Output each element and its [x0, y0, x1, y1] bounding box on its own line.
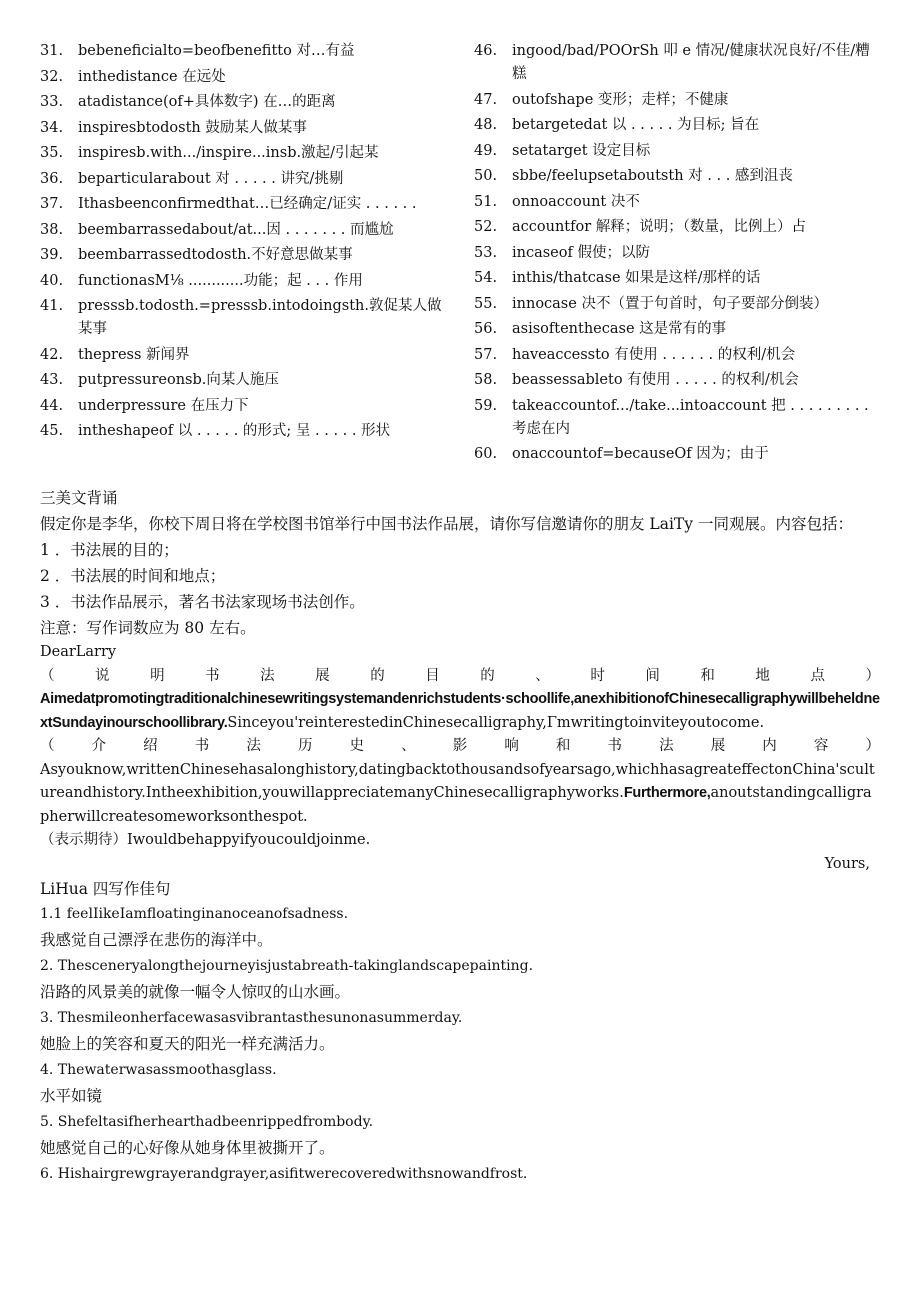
sentence-zh: 她脸上的笑容和夏天的阳光一样充满活力。	[40, 1035, 335, 1053]
phrase-item: 50. sbbe/feelupsetaboutsth 对 . . . 感到沮丧	[474, 168, 793, 184]
letter-paragraph-2	[40, 759, 880, 830]
history-sentence: Asyouknow,writtenChinesehasalonghistory,datingbacktothousandsofyearsago,whichhasagreateffectonChina'scultureandhistory.Intheexhibition,youwillappreciatemanyChinesecalligraphyworks.	[40, 761, 875, 801]
phrase-item: 31. bebeneficialto=beofbenefitto 对…有益	[40, 43, 355, 59]
sentence-en: 6. Hishairgrewgrayerandgrayer,asifitwerecoveredwithsnowandfrost.	[40, 1166, 528, 1182]
phrase-list-left	[40, 40, 450, 446]
phrase-item: 39. beembarrassedtodosth.不好意思做某事	[40, 247, 353, 263]
phrase-item: 34. inspiresbtodosth 鼓励某人做某事	[40, 119, 307, 136]
phrase-item: 60. onaccountof=becauseOf 因为；由于	[474, 446, 769, 462]
phrase-item: 55. innocase 决不（置于句首时，句子要部分倒装）	[474, 295, 828, 312]
sentence-en: 1.1 feelIikeIamfloatinginanoceanofsadness.	[40, 906, 349, 922]
phrase-item: 48. betargetedat 以 . . . . . 为目标; 旨在	[474, 117, 760, 133]
section3-title: 三美文背诵	[40, 489, 118, 507]
sentence-zh: 沿路的风景美的就像一幅令人惊叹的山水画。	[40, 983, 351, 1001]
phrase-item: 40. functionasM⅛ ............功能；起 . . . 作用	[40, 272, 363, 289]
onsite-sentence: anoutstandingcalligrapherwillcreatesomeworksonthespot.	[40, 785, 872, 825]
phrase-item: 54. inthis/thatcase 如果是这样/那样的话	[474, 270, 761, 286]
sentence-zh: 她感觉自己的心好像从她身体里被撕开了。	[40, 1139, 335, 1157]
letter-paragraph-3	[40, 829, 880, 853]
phrase-item: 32. inthedistance 在远处	[40, 68, 226, 85]
requirement-item: 1 ．书法展的目的；	[40, 541, 179, 559]
requirement-item: 3 ．书法作品展示，著名书法家现场书法创作。	[40, 593, 365, 611]
phrase-item: 35. inspiresb.with.../inspire...insb.激起/引起某	[40, 145, 379, 161]
signature-section4-title: LiHua 四写作佳句	[40, 880, 171, 898]
phrase-item: 52. accountfor 解释；说明；（数量，比例上）占	[474, 219, 807, 235]
invitation-sentence: Sinceyou'reinterestedinChinesecalligraphy,Γmwritingtoinviteyoutocome.	[227, 714, 765, 731]
phrase-list-right	[474, 40, 884, 469]
phrase-item: 56. asisoftenthecase 这是常有的事	[474, 321, 727, 337]
hint-history: （介绍书法历史、影响和书法展内容）	[40, 738, 880, 754]
word-count-note: 注意：写作词数应为 80 左右。	[40, 619, 256, 637]
phrase-item: 49. setatarget 设定目标	[474, 142, 651, 159]
phrase-item: 43. putpressureonsb.向某人施压	[40, 372, 279, 388]
letter-paragraph-1	[40, 688, 880, 735]
phrase-item: 38. beembarrassedabout/at...因 . . . . . . . 而尴尬	[40, 221, 394, 238]
phrase-item: 47. outofshape 变形；走样；不健康	[474, 91, 729, 108]
sentence-zh: 水平如镜	[40, 1087, 103, 1105]
phrase-item: 36. beparticularabout 对 . . . . . 讲究/挑剔	[40, 170, 344, 187]
sentence-en: 4. Thewaterwasassmoothasglass.	[40, 1062, 277, 1078]
phrase-item: 41. presssb.todosth.=presssb.intodoingsth.敦促某人做某事	[40, 298, 442, 337]
salutation: DearLarry	[40, 644, 117, 660]
phrase-item: 53. incaseof 假使；以防	[474, 244, 650, 261]
phrase-item: 51. onnoaccount 决不	[474, 193, 640, 210]
phrase-item: 59. takeaccountof.../take...intoaccount 把 . . . . . . . . . 考虑在内	[474, 397, 869, 437]
closing-line: Iwouldbehappyifyoucouldjoinme.	[127, 832, 371, 848]
phrase-item: 46. ingood/bad/POOrSh 叩 e 情况/健康状况良好/不佳/糟糕	[474, 43, 870, 82]
phrase-item: 57. haveaccessto 有使用 . . . . . . 的权利/机会	[474, 346, 796, 363]
sentence-en: 3. Thesmileonherfacewasasvibrantasthesunonasummerday.	[40, 1010, 463, 1026]
topic-sentence: Aimedatpromotingtraditionalchinesewritingsystemandenrichstudents·schoollife,anexhibitionofChinesecalligraphywillbeheldnextSundayinourschoollibrary.	[40, 691, 880, 731]
phrase-item: 37. Ithasbeenconfirmedthat…已经确定/证实 . . . . . .	[40, 196, 417, 212]
hint-purpose: （说明书法展的目的、时间和地点）	[40, 667, 880, 684]
sentence-en: 5. Shefeltasifherhearthadbeenrippedfrombody.	[40, 1114, 374, 1130]
hint-expectation: （表示期待）	[40, 832, 127, 848]
sentence-en: 2. Thesceneryalongthejourneyisjustabreath-takinglandscapepainting.	[40, 958, 534, 974]
phrase-item: 42. thepress 新闻界	[40, 346, 190, 363]
writing-prompt: 假定你是李华，你校下周日将在学校图书馆举行中国书法作品展，请你写信邀请你的朋友 LaiTy 一同观展。内容包括：	[40, 515, 853, 533]
phrase-item: 44. underpressure 在压力下	[40, 397, 249, 414]
sign-off: Yours,	[824, 855, 870, 872]
sentence-zh: 我感觉自己漂浮在悲伤的海洋中。	[40, 931, 273, 949]
essay-section	[40, 485, 880, 1186]
transition-word: Furthermore,	[623, 785, 711, 801]
phrase-item: 45. intheshapeof 以 . . . . . 的形式; 呈 . . . . . 形状	[40, 423, 391, 439]
phrase-item: 58. beassessableto 有使用 . . . . . 的权利/机会	[474, 372, 799, 388]
requirement-item: 2 ．书法展的时间和地点；	[40, 567, 226, 585]
phrase-item: 33. atadistance(of+具体数字) 在…的距离	[40, 94, 336, 110]
